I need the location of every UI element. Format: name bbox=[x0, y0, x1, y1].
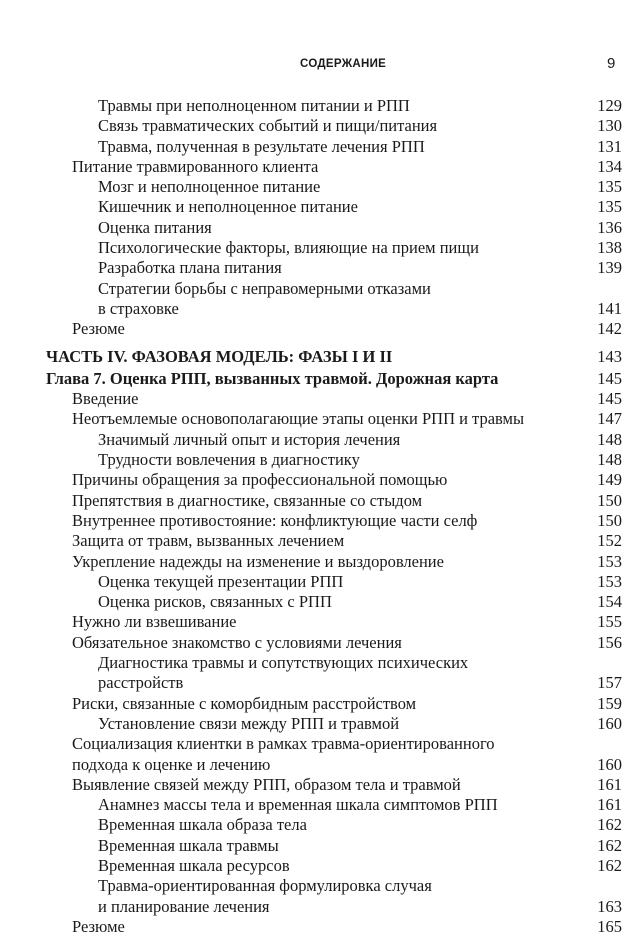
toc-entry bbox=[0, 430, 628, 450]
toc-entry-page: 150 bbox=[597, 510, 622, 530]
toc-entry-page: 136 bbox=[597, 217, 622, 237]
toc-entry bbox=[0, 177, 628, 197]
toc-entry-page: 143 bbox=[597, 346, 622, 366]
toc-entry-page: 142 bbox=[597, 319, 622, 339]
toc-entry-title: ЧАСТЬ IV. ФАЗОВАЯ МОДЕЛЬ: ФАЗЫ I И II bbox=[46, 346, 393, 366]
toc-chapter-heading bbox=[0, 369, 628, 389]
toc-entry bbox=[0, 389, 628, 409]
toc-entry-page: 165 bbox=[597, 916, 622, 936]
toc-entry bbox=[0, 836, 628, 856]
toc-entry-title: Временная шкала ресурсов bbox=[98, 855, 290, 875]
toc-entry-title: Причины обращения за профессиональной помощью bbox=[72, 470, 448, 490]
toc-entry-page: 161 bbox=[597, 795, 622, 815]
toc-entry-title: Риски, связанные с коморбидным расстройством bbox=[72, 693, 417, 713]
toc-entry bbox=[0, 815, 628, 835]
toc-entry bbox=[0, 137, 628, 157]
toc-entry bbox=[0, 531, 628, 551]
toc-entry-page: 162 bbox=[597, 815, 622, 835]
toc-entry bbox=[0, 633, 628, 653]
toc-entry-title: Нужно ли взвешивание bbox=[72, 612, 237, 632]
toc-entry bbox=[0, 552, 628, 572]
toc-entry bbox=[0, 653, 628, 694]
toc-entry bbox=[0, 258, 628, 278]
toc-entry-title: подхода к оценке и лечению bbox=[72, 754, 271, 774]
toc-entry bbox=[0, 511, 628, 531]
toc-entry-title: Связь травматических событий и пищи/питания bbox=[98, 116, 438, 136]
toc-entry-page: 135 bbox=[597, 197, 622, 217]
toc-entry-title: Внутреннее противостояние: конфликтующие части селф bbox=[72, 510, 478, 530]
toc-entry-page: 139 bbox=[597, 258, 622, 278]
toc-entry-page: 145 bbox=[597, 368, 622, 388]
toc-entry bbox=[0, 876, 628, 917]
toc-entry-page: 161 bbox=[597, 774, 622, 794]
toc-entry-page: 131 bbox=[597, 136, 622, 156]
toc-entry-title: Значимый личный опыт и история лечения bbox=[98, 429, 401, 449]
toc-entry-page: 145 bbox=[597, 389, 622, 409]
toc-entry-title: Анамнез массы тела и временная шкала симптомов РПП bbox=[98, 795, 498, 815]
toc-entry-title: Питание травмированного клиента bbox=[72, 156, 319, 176]
toc-entry-page: 155 bbox=[597, 612, 622, 632]
toc-entry bbox=[0, 409, 628, 429]
toc-entry-page: 148 bbox=[597, 429, 622, 449]
toc-entry-title: Препятствия в диагностике, связанные со стыдом bbox=[72, 490, 423, 510]
toc-entry bbox=[0, 917, 628, 937]
toc-entry-title: Оценка рисков, связанных с РПП bbox=[98, 592, 332, 612]
toc-entry-title: Установление связи между РПП и травмой bbox=[98, 713, 400, 733]
toc-entry-page: 138 bbox=[597, 238, 622, 258]
toc-entry-page: 141 bbox=[597, 298, 622, 318]
toc-entry-title: Временная шкала травмы bbox=[98, 835, 279, 855]
toc-entry-title: Выявление связей между РПП, образом тела и травмой bbox=[72, 774, 461, 794]
toc-entry-title: и планирование лечения bbox=[98, 896, 270, 916]
running-head-title: СОДЕРЖАНИЕ bbox=[300, 58, 387, 70]
toc-entry-title: Стратегии борьбы с неправомерными отказами bbox=[98, 278, 431, 298]
toc-entry-title: Травма, полученная в результате лечения РПП bbox=[98, 136, 425, 156]
toc-entry-page: 160 bbox=[597, 754, 622, 774]
toc-entry bbox=[0, 491, 628, 511]
toc-entry-page: 134 bbox=[597, 156, 622, 176]
toc-entry-title: Защита от травм, вызванных лечением bbox=[72, 531, 345, 551]
toc-entry-page: 149 bbox=[597, 470, 622, 490]
toc-entry-title: Травма-ориентированная формулировка случая bbox=[98, 876, 432, 896]
toc-entry-title: Социализация клиентки в рамках травма-ориентированного bbox=[72, 734, 495, 754]
toc-entry-title: Диагностика травмы и сопутствующих психических bbox=[98, 653, 469, 673]
toc-entry bbox=[0, 218, 628, 238]
toc-entry-page: 163 bbox=[597, 896, 622, 916]
toc-entry-title: Глава 7. Оценка РПП, вызванных травмой. Дорожная карта bbox=[46, 368, 499, 388]
toc-entry-page: 154 bbox=[597, 592, 622, 612]
toc-entry-title: Оценка питания bbox=[98, 217, 212, 237]
toc-entry bbox=[0, 592, 628, 612]
toc-entry-title: расстройств bbox=[98, 673, 184, 693]
toc-entry bbox=[0, 319, 628, 339]
toc-entry-page: 152 bbox=[597, 531, 622, 551]
toc-part-heading bbox=[0, 347, 628, 367]
toc-entry-title: Мозг и неполноценное питание bbox=[98, 177, 321, 197]
toc-entry-title: Временная шкала образа тела bbox=[98, 815, 307, 835]
toc-entry bbox=[0, 856, 628, 876]
toc-entry-page: 160 bbox=[597, 713, 622, 733]
toc-entry-page: 148 bbox=[597, 450, 622, 470]
toc-entry bbox=[0, 450, 628, 470]
toc-entry-page: 130 bbox=[597, 116, 622, 136]
page-header bbox=[0, 55, 628, 76]
toc-entry-title: Укрепление надежды на изменение и выздоровление bbox=[72, 551, 444, 571]
toc-entry-title: Оценка текущей презентации РПП bbox=[98, 571, 344, 591]
toc-entry bbox=[0, 96, 628, 116]
toc-entry bbox=[0, 238, 628, 258]
toc-entry-title: Психологические факторы, влияющие на прием пищи bbox=[98, 238, 479, 258]
toc-entry-page: 135 bbox=[597, 177, 622, 197]
toc-entry-title: в страховке bbox=[98, 298, 179, 318]
toc-entry-page: 153 bbox=[597, 551, 622, 571]
toc-entry bbox=[0, 612, 628, 632]
table-of-contents bbox=[0, 96, 628, 937]
toc-entry-title: Трудности вовлечения в диагностику bbox=[98, 450, 360, 470]
toc-entry-page: 162 bbox=[597, 835, 622, 855]
toc-entry bbox=[0, 157, 628, 177]
toc-entry-page: 156 bbox=[597, 632, 622, 652]
toc-entry-title: Резюме bbox=[72, 916, 125, 936]
toc-entry-title: Введение bbox=[72, 389, 139, 409]
toc-entry bbox=[0, 734, 628, 775]
toc-entry bbox=[0, 775, 628, 795]
toc-entry bbox=[0, 714, 628, 734]
toc-entry-page: 157 bbox=[597, 673, 622, 693]
toc-entry-page: 150 bbox=[597, 490, 622, 510]
toc-entry bbox=[0, 470, 628, 490]
toc-entry-title: Обязательное знакомство с условиями лечения bbox=[72, 632, 402, 652]
toc-entry-title: Разработка плана питания bbox=[98, 258, 282, 278]
toc-entry-title: Кишечник и неполноценное питание bbox=[98, 197, 358, 217]
toc-entry bbox=[0, 572, 628, 592]
toc-entry-title: Травмы при неполноценном питании и РПП bbox=[98, 96, 410, 115]
toc-entry-page: 159 bbox=[597, 693, 622, 713]
toc-entry bbox=[0, 197, 628, 217]
toc-entry-title: Неотъемлемые основополагающие этапы оценки РПП и травмы bbox=[72, 409, 525, 429]
toc-entry-page: 153 bbox=[597, 571, 622, 591]
page-number: 9 bbox=[607, 55, 616, 72]
toc-entry bbox=[0, 116, 628, 136]
toc-entry bbox=[0, 279, 628, 320]
toc-entry-page: 129 bbox=[597, 96, 622, 115]
toc-entry bbox=[0, 795, 628, 815]
toc-entry-page: 147 bbox=[597, 409, 622, 429]
toc-entry-page: 162 bbox=[597, 855, 622, 875]
toc-entry-title: Резюме bbox=[72, 319, 125, 339]
toc-entry bbox=[0, 694, 628, 714]
